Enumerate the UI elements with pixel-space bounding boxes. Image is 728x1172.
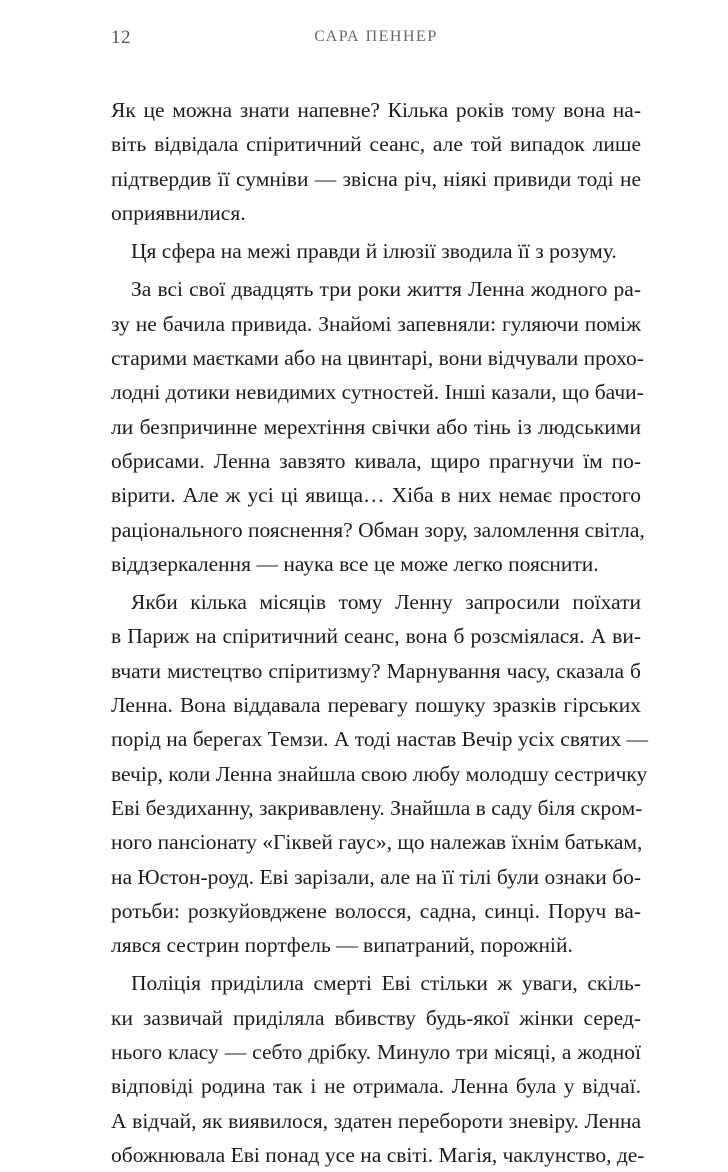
text-line: Поліція приділила смерті Еві стільки ж уваги, скіль- — [131, 971, 641, 996]
paragraph — [111, 272, 645, 581]
text-line: в Париж на спіритичний сеанс, вона б розсміялася. А ви- — [111, 624, 641, 649]
text-line: раціонального пояснення? Обман зору, заломлення світла, — [111, 517, 645, 542]
page-number: 12 — [111, 27, 131, 48]
text-line: вірити. Але ж усі ці явища… Хіба в них немає простого — [111, 483, 641, 508]
text-line: зу не бачила привида. Знайомі запевняли: гуляючи поміж — [111, 311, 641, 336]
running-head — [111, 27, 641, 51]
text-line: лодні дотики невидимих сутностей. Інші казали, що бачи- — [111, 380, 644, 405]
text-line: вчати мистецтво спіритизму? Марнування часу, сказала б — [111, 658, 641, 683]
text-line: обожнювала Еві понад усе на світі. Магія, чаклунство, де- — [111, 1142, 645, 1167]
text-line: ли безпричинне мерехтіння свічки або тінь із людськими — [111, 414, 641, 439]
paragraph — [111, 234, 641, 268]
text-line: оприявнилися. — [111, 200, 246, 225]
text-line: ротьби: розкуйовджене волосся, садна, синці. Поруч ва- — [111, 898, 641, 923]
text-line: старими маєтками або на цвинтарі, вони відчували прохо- — [111, 346, 644, 371]
paragraph — [111, 585, 649, 962]
text-line: порід на берегах Темзи. А тоді настав Вечір усіх святих — — [111, 727, 649, 752]
running-head-author: САРА ПЕННЕР — [314, 28, 438, 45]
text-line: ки зазвичай приділяла вбивству будь-якої жінки серед- — [111, 1005, 641, 1030]
text-line: на Юстон-роуд. Еві зарізали, але на її тілі були ознаки бо- — [111, 864, 641, 889]
text-line: обрисами. Ленна завзято кивала, щиро прагнучи їм по- — [111, 448, 641, 473]
text-line: Якби кілька місяців тому Ленну запросили поїхати — [131, 590, 641, 615]
paragraph — [111, 966, 645, 1172]
text-line: За всі свої двадцять три роки життя Ленна жодного ра- — [131, 277, 641, 302]
text-line: підтвердив її сумніви — звісна річ, ніякі привиди тоді не — [111, 166, 641, 191]
text-line: віддзеркалення — наука все це може легко пояснити. — [111, 551, 599, 576]
text-line: вечір, коли Ленна знайшла свою любу молодшу сестричку — [111, 761, 648, 786]
text-line: Ця сфера на межі правди й ілюзії зводила її з розуму. — [131, 239, 617, 264]
body-text — [111, 93, 649, 1172]
text-line: Ленна. Вона віддавала перевагу пошуку зразків гірських — [111, 693, 641, 718]
text-line: нього класу — себто дрібку. Минуло три місяці, а жодної — [111, 1040, 641, 1065]
text-line: Як це можна знати напевне? Кілька років тому вона на- — [111, 98, 641, 122]
text-line: віть відвідала спіритичний сеанс, але той випадок лише — [111, 132, 641, 157]
text-line: А відчай, як виявилося, здатен перебороти зневіру. Ленна — [111, 1108, 641, 1133]
text-line: Еві бездиханну, закривавлену. Знайшла в саду біля скром- — [111, 795, 643, 820]
text-line: лявся сестрин портфель — випатраний, порожній. — [111, 933, 573, 958]
paragraph — [111, 93, 641, 230]
text-line: ного пансіонату «Гіквей гаус», що належав їхнім батькам, — [111, 830, 643, 855]
text-line: відповіді родина так і не отримала. Ленна була у відчаї. — [111, 1074, 641, 1099]
